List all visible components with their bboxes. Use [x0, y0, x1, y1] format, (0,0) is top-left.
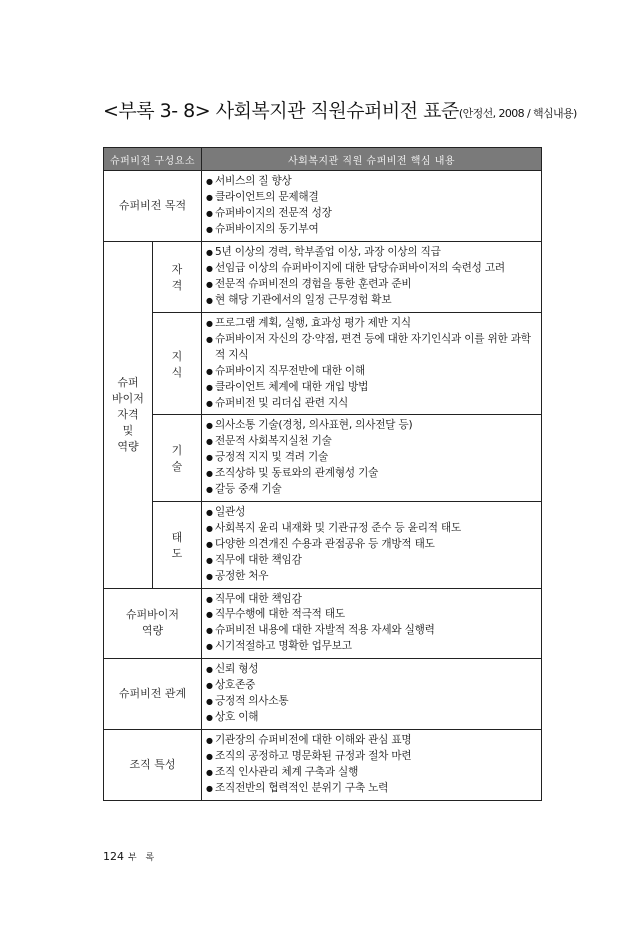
row-qualification [104, 242, 542, 313]
list-item: ● 슈퍼바이저 자신의 강·약점, 편견 등에 대한 자기인식과 이를 위한 과학적 지식 [206, 332, 539, 364]
sub-label-qualification: 자 격 [153, 242, 202, 313]
row-label-qualification [104, 242, 153, 589]
list-item: ● 상호 이해 [206, 710, 539, 726]
row-content-attitude [202, 501, 542, 588]
supervision-standard-table [103, 147, 542, 801]
header-component: 슈퍼비전 구성요소 [104, 148, 202, 171]
title-main: <부록 3- 8> 사회복지관 직원슈퍼비전 표준 [103, 100, 459, 122]
list-item: ● 의사소통 기술(경청, 의사표현, 의사전달 등) [206, 418, 539, 434]
list-item: ● 클라이언트의 문제해결 [206, 190, 539, 206]
list-item: ● 프로그램 계획, 실행, 효과성 평가 제반 지식 [206, 316, 539, 332]
label-line: 역량 [141, 624, 164, 638]
list-item: ● 사회복지 윤리 내재화 및 기관규정 준수 등 윤리적 태도 [206, 521, 539, 537]
row-content-skill [202, 415, 542, 502]
list-item: ● 서비스의 질 향상 [206, 174, 539, 190]
sub-label-attitude: 태 도 [153, 501, 202, 588]
row-attitude [104, 501, 542, 588]
row-content-supervisee [202, 588, 542, 659]
sub-label-skill: 기 술 [153, 415, 202, 502]
list-item: ● 조직의 공정하고 명문화된 규정과 절차 마련 [206, 749, 539, 765]
list-item: ● 직무에 대한 책임감 [206, 553, 539, 569]
list-item: ● 긍정적 의사소통 [206, 694, 539, 710]
label-line: 및 [122, 423, 134, 437]
row-label-organization: 조직 특성 [104, 729, 202, 800]
list-item: ● 일관성 [206, 505, 539, 521]
list-item: ● 5년 이상의 경력, 학부졸업 이상, 과장 이상의 직급 [206, 245, 539, 261]
list-item: ● 조직상하 및 동료와의 관계형성 기술 [206, 466, 539, 482]
list-item: ● 슈퍼바이지 직무전반에 대한 이해 [206, 364, 539, 380]
label-line: 자격 [117, 407, 139, 421]
row-label-goal: 슈퍼비전 목적 [104, 171, 202, 242]
label-line: 바이저 [112, 391, 144, 405]
page-footer [103, 850, 157, 863]
list-item: ● 전문적 슈퍼비전의 경험을 통한 훈련과 준비 [206, 277, 539, 293]
title-source: (안정선, 2008 / 핵심내용) [458, 107, 577, 120]
label-line: 슈퍼바이저 [125, 608, 180, 622]
list-item: ● 기관장의 슈퍼비전에 대한 이해와 관심 표명 [206, 733, 539, 749]
label-line: 역량 [117, 439, 139, 453]
row-content-qualification [202, 242, 542, 313]
section-label: 부 록 [128, 853, 158, 863]
header-content: 사회복지관 직원 슈퍼비전 핵심 내용 [202, 148, 542, 171]
row-content-knowledge [202, 313, 542, 415]
row-goal [104, 171, 542, 242]
sub-label-knowledge: 지 식 [153, 313, 202, 415]
row-supervisee [104, 588, 542, 659]
list-item: ● 슈퍼비전 내용에 대한 자발적 적용 자세와 실행력 [206, 623, 539, 639]
row-content-organization [202, 729, 542, 800]
page-title [103, 96, 577, 123]
list-item: ● 슈퍼비전 및 리더십 관련 지식 [206, 396, 539, 412]
list-item: ● 갈등 중재 기술 [206, 482, 539, 498]
row-skill [104, 415, 542, 502]
row-content-relation [202, 659, 542, 730]
list-item: ● 조직 인사관리 체계 구축과 실행 [206, 765, 539, 781]
list-item: ● 직무에 대한 책임감 [206, 592, 539, 608]
row-content-goal [202, 171, 542, 242]
row-label-relation: 슈퍼비전 관계 [104, 659, 202, 730]
list-item: ● 상호존중 [206, 678, 539, 694]
list-item: ● 선임급 이상의 슈퍼바이지에 대한 담당슈퍼바이저의 숙련성 고려 [206, 261, 539, 277]
list-item: ● 공정한 처우 [206, 569, 539, 585]
list-item: ● 슈퍼바이지의 전문적 성장 [206, 206, 539, 222]
list-item: ● 조직전반의 협력적인 분위기 구축 노력 [206, 781, 539, 797]
row-organization [104, 729, 542, 800]
list-item: ● 시기적절하고 명확한 업무보고 [206, 639, 539, 655]
list-item: ● 클라이언트 체계에 대한 개입 방법 [206, 380, 539, 396]
page-number: 124 [103, 850, 124, 863]
list-item: ● 신뢰 형성 [206, 662, 539, 678]
list-item: ● 슈퍼바이지의 동기부여 [206, 222, 539, 238]
list-item: ● 직무수행에 대한 적극적 태도 [206, 607, 539, 623]
list-item: ● 현 해당 기관에서의 일정 근무경험 확보 [206, 293, 539, 309]
row-relation [104, 659, 542, 730]
list-item: ● 다양한 의견개진 수용과 관점공유 등 개방적 태도 [206, 537, 539, 553]
list-item: ● 긍정적 지지 및 격려 기술 [206, 450, 539, 466]
row-label-supervisee [104, 588, 202, 659]
list-item: ● 전문적 사회복지실천 기술 [206, 434, 539, 450]
label-line: 슈퍼 [117, 375, 139, 389]
row-knowledge [104, 313, 542, 415]
